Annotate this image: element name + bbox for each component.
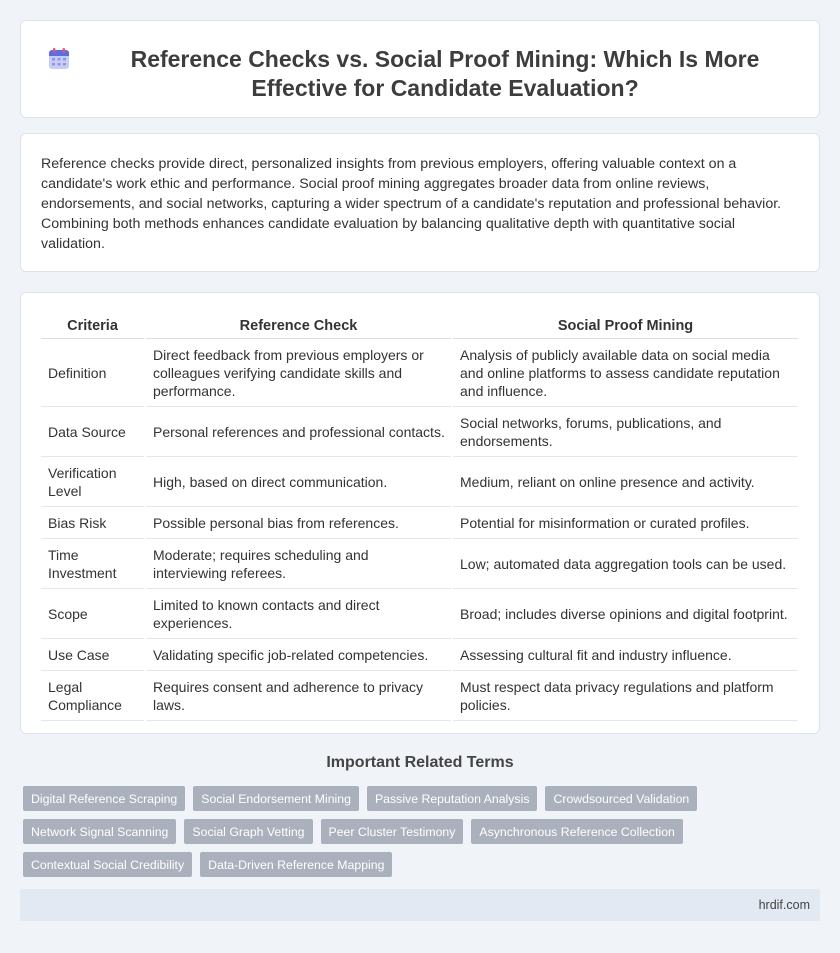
related-term-tag[interactable]: Network Signal Scanning [23,819,176,844]
criteria-cell: Legal Compliance [41,671,145,721]
social-proof-cell: Potential for misinformation or curated profiles. [452,507,798,539]
criteria-cell: Scope [41,589,145,639]
related-terms-list [23,786,703,877]
related-term-tag[interactable]: Social Endorsement Mining [193,786,359,811]
related-term-tag[interactable]: Social Graph Vetting [184,819,312,844]
table-row [41,671,798,721]
criteria-cell: Time Investment [41,539,145,589]
reference-check-cell: High, based on direct communication. [145,457,452,507]
table-row [41,589,798,639]
related-term-tag[interactable]: Passive Reputation Analysis [367,786,537,811]
table-row [41,539,798,589]
criteria-cell: Data Source [41,407,145,457]
table-row [41,507,798,539]
related-term-tag[interactable]: Digital Reference Scraping [23,786,185,811]
social-proof-cell: Social networks, forums, publications, and endorsements. [452,407,798,457]
criteria-cell: Definition [41,339,145,407]
reference-check-cell: Possible personal bias from references. [145,507,452,539]
criteria-cell: Use Case [41,639,145,671]
social-proof-cell: Assessing cultural fit and industry influence. [452,639,798,671]
table-header-row [41,313,798,339]
related-term-tag[interactable]: Data-Driven Reference Mapping [200,852,392,877]
footer-bar [20,889,820,921]
social-proof-cell: Analysis of publicly available data on social media and online platforms to assess candidate reputation and influence. [452,339,798,407]
footer-site-link[interactable]: hrdif.com [758,898,810,912]
related-term-tag[interactable]: Contextual Social Credibility [23,852,192,877]
table-row [41,339,798,407]
calendar-icon [47,47,71,71]
social-proof-cell: Low; automated data aggregation tools can be used. [452,539,798,589]
social-proof-cell: Medium, reliant on online presence and activity. [452,457,798,507]
comparison-card [20,292,820,734]
table-row [41,457,798,507]
page-title: Reference Checks vs. Social Proof Mining: Which Is More Effective for Candidate Evaluation? [130,46,760,101]
criteria-cell: Verification Level [41,457,145,507]
reference-check-cell: Requires consent and adherence to privacy laws. [145,671,452,721]
intro-card [20,133,820,272]
table-row [41,407,798,457]
title-card [20,20,820,118]
reference-check-cell: Direct feedback from previous employers or colleagues verifying candidate skills and performance. [145,339,452,407]
column-header-social-proof-mining: Social Proof Mining [452,313,798,339]
related-term-tag[interactable]: Crowdsourced Validation [545,786,697,811]
reference-check-cell: Personal references and professional contacts. [145,407,452,457]
social-proof-cell: Broad; includes diverse opinions and digital footprint. [452,589,798,639]
related-term-tag[interactable]: Asynchronous Reference Collection [471,819,683,844]
comparison-table [41,313,798,721]
intro-paragraph: Reference checks provide direct, personalized insights from previous employers, offering valuable context on a candidate's work ethic and performance. Social proof mining aggregates broader data from online reviews, endorsements, and social networks, capturing a wider spectrum of a candidate's reputation and professional behavior. Combining both methods enhances candidate evaluation by balancing qualitative depth with quantitative social validation. [41,156,782,252]
related-term-tag[interactable]: Peer Cluster Testimony [321,819,464,844]
reference-check-cell: Limited to known contacts and direct experiences. [145,589,452,639]
related-terms-heading: Important Related Terms [326,754,514,771]
social-proof-cell: Must respect data privacy regulations and platform policies. [452,671,798,721]
reference-check-cell: Validating specific job-related competencies. [145,639,452,671]
reference-check-cell: Moderate; requires scheduling and interviewing referees. [145,539,452,589]
criteria-cell: Bias Risk [41,507,145,539]
table-row [41,639,798,671]
column-header-reference-check: Reference Check [145,313,452,339]
column-header-criteria: Criteria [41,313,145,339]
